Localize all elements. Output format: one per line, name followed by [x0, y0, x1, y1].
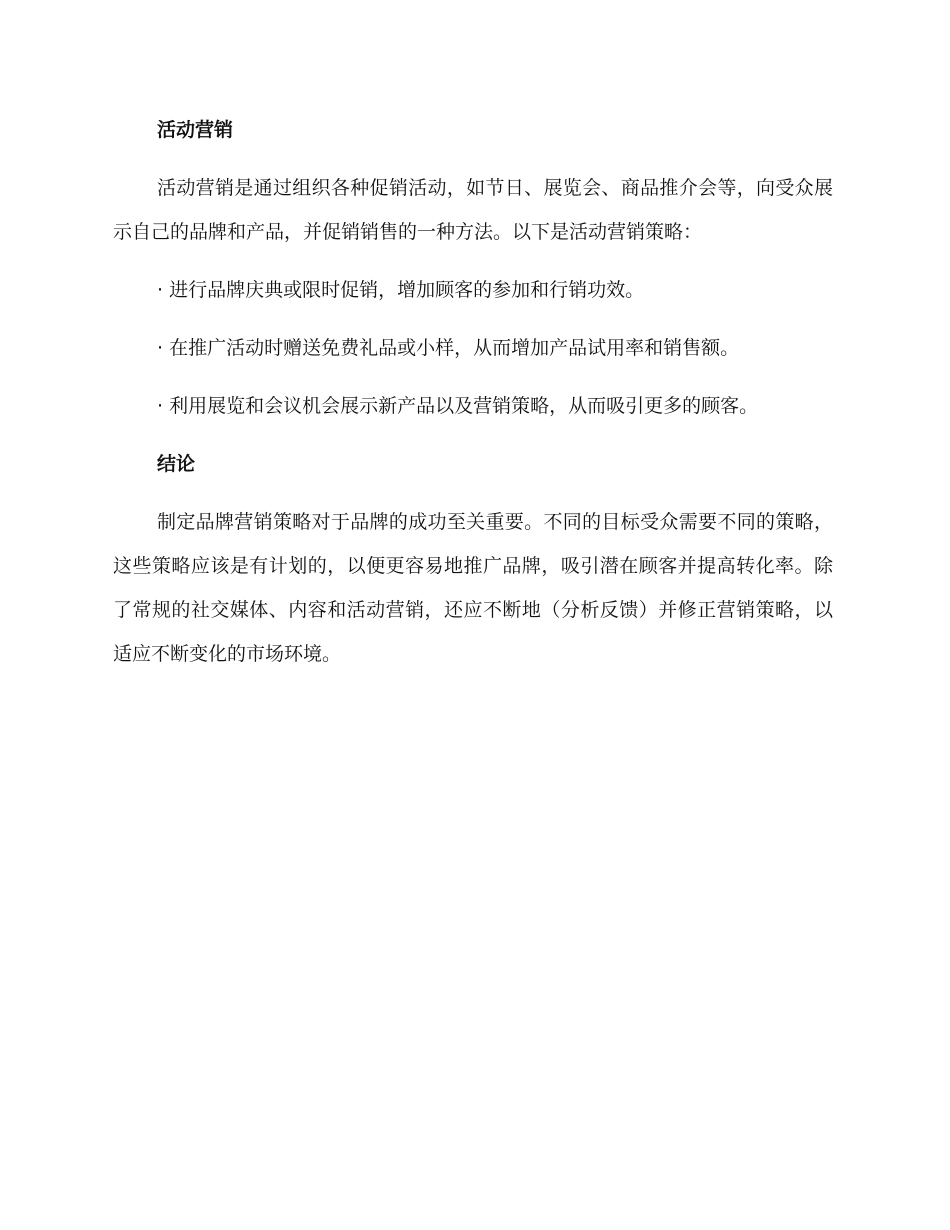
section-heading-conclusion: 结论: [157, 453, 196, 475]
spacer: [113, 152, 833, 166]
bullet-item: · 利用展览和会议机会展示新产品以及营销策略，从而吸引更多的顾客。: [157, 395, 759, 417]
bullet-item: · 在推广活动时赠送免费礼品或小样，从而增加产品试用率和销售额。: [157, 337, 740, 359]
conclusion-body: 制定品牌营销策略对于品牌的成功至关重要。不同的目标受众需要不同的策略，这些策略应该是有计划的，以便更容易地推广品牌，吸引潜在顾客并提高转化率。除了常规的社交媒体、内容和活动营销，还应不断地（分析反馈）并修正营销策略，以适应不断变化的市场环境。: [113, 511, 833, 665]
event-marketing-intro: 活动营销是通过组织各种促销活动，如节日、展览会、商品推介会等，向受众展示自己的品牌和产品，并促销销售的一种方法。以下是活动营销策略：: [113, 177, 833, 243]
document-content: [113, 108, 833, 690]
section-heading-event-marketing: 活动营销: [157, 119, 234, 141]
bullet-item: · 进行品牌庆典或限时促销，增加顾客的参加和行销功效。: [157, 279, 645, 301]
spacer: [113, 486, 833, 500]
